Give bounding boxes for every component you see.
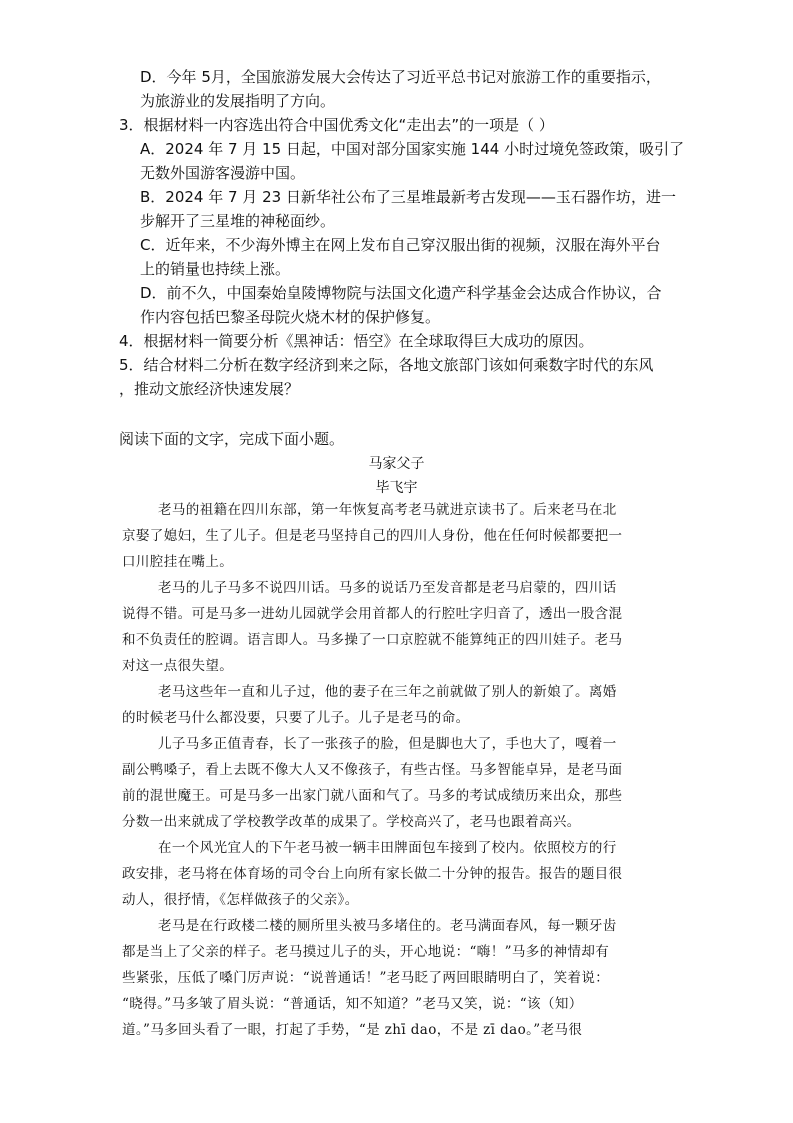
q2-option-d-line1: D．今年 5月，全国旅游发展大会传达了习近平总书记对旅游工作的重要指示， [140,68,661,86]
passage-line: 老马的儿子马多不说四川话。马多的说话乃至发音都是老马启蒙的，四川话 [158,580,617,596]
passage-line: 的时候老马什么都没要，只要了儿子。儿子是老马的命。 [122,710,470,726]
passage-line: 和不负责任的腔调。语言即人。马多操了一口京腔就不能算纯正的四川娃子。老马 [122,632,623,648]
passage-title: 马家父子 [368,456,425,472]
passage-line: 都是当上了父亲的样子。老马摸过儿子的头，开心地说：“嗨！”马多的神情却有 [122,944,610,960]
q5-stem-line1: 5．结合材料二分析在数字经济到来之际，各地文旅部门该如何乘数字时代的东风 [119,356,654,374]
q3-option-a-line1: A．2024 年 7 月 15 日起，中国对部分国家实施 144 小时过境免签政策，吸引了 [140,140,685,158]
passage-line: 口川腔挂在嘴上。 [122,554,234,570]
passage-line: “晓得。”马多皱了眉头说：“普通话，知不知道？”老马又笑，说：“该（知） [122,996,583,1012]
q2-option-d-line2: 为旅游业的发展指明了方向。 [140,92,336,110]
passage-line: 动人，很抒情，《怎样做孩子的父亲》。 [122,892,359,908]
q5-stem-line2: ，推动文旅经济快速发展？ [119,380,300,398]
q3-option-d-line1: D．前不久，中国秦始皇陵博物院与法国文化遗产科学基金会达成合作协议，合 [140,284,662,302]
passage-line: 老马这些年一直和儿子过，他的妻子在三年之前就做了别人的新娘了。离婚 [158,684,617,700]
q3-option-c-line2: 上的销量也持续上涨。 [140,260,291,278]
q3-option-a-line2: 无数外国游客漫游中国。 [140,164,306,182]
passage-line: 副公鸭嗓子，看上去既不像大人又不像孩子，有些古怪。马多智能卓异，是老马面 [122,762,623,778]
passage-line: 道。”马多回头看了一眼，打起了手势，“是 zhī dao，不是 zī dao。”老马很 [122,1022,583,1038]
passage-line: 政安排，老马将在体育场的司令台上向所有家长做二十分钟的报告。报告的题目很 [122,866,623,882]
passage-line: 分数一出来就成了学校教学改革的成果了。学校高兴了，老马也跟着高兴。 [122,814,581,830]
passage-line: 在一个风光宜人的下午老马被一辆丰田牌面包车接到了校内。依照校方的行 [158,840,617,856]
passage-line: 说得不错。可是马多一进幼儿园就学会用首都人的行腔吐字归音了，透出一股含混 [122,606,623,622]
q3-option-b-line1: B．2024 年 7 月 23 日新华社公布了三星堆最新考古发现——玉石器作坊，进一 [140,188,676,206]
passage-line: 老马是在行政楼二楼的厕所里头被马多堵住的。老马满面春风，每一颗牙齿 [158,918,617,934]
q3-option-d-line2: 作内容包括巴黎圣母院火烧木材的保护修复。 [140,308,441,326]
passage-line: 京娶了媳妇，生了儿子。但是老马坚持自己的四川人身份，他在任何时候都要把一 [122,528,623,544]
passage-author: 毕飞宇 [375,480,418,496]
q3-option-c-line1: C．近年来，不少海外博主在网上发布自己穿汉服出街的视频，汉服在海外平台 [140,236,661,254]
passage-line: 些紧张，压低了嗓门厉声说：“说普通话！”老马眨了两回眼睛明白了，笑着说： [122,970,610,986]
passage-line: 对这一点很失望。 [122,658,234,674]
q4-stem: 4．根据材料一简要分析《黑神话：悟空》在全球取得巨大成功的原因。 [119,332,594,350]
passage-line: 儿子马多正值青春，长了一张孩子的脸，但是脚也大了，手也大了，嘎着一 [158,736,617,752]
passage-line: 前的混世魔王。可是马多一出家门就八面和气了。马多的考试成绩历来出众，那些 [122,788,623,804]
passage-line: 老马的祖籍在四川东部，第一年恢复高考老马就进京读书了。后来老马在北 [158,502,617,518]
q3-option-b-line2: 步解开了三星堆的神秘面纱。 [140,212,336,230]
q3-stem: 3．根据材料一内容选出符合中国优秀文化“走出去”的一项是（ ） [119,116,554,134]
reading-instruction: 阅读下面的文字，完成下面小题。 [119,430,345,448]
